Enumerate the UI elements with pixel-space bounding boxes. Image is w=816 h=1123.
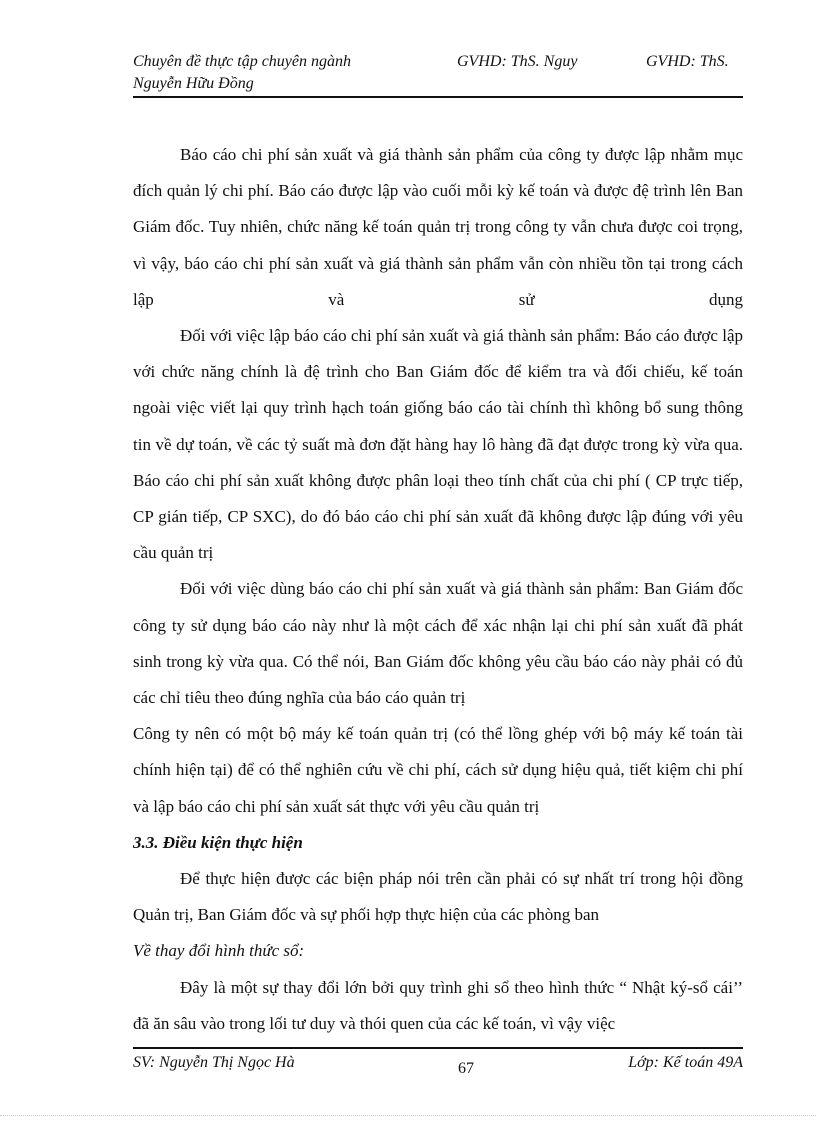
page-body [133, 137, 743, 1042]
paragraph-6: Đây là một sự thay đổi lớn bởi quy trình ghi sổ theo hình thức “ Nhật ký-sổ cái’’ đã ăn sâu vào trong lối tư duy và thói quen của các kế toán, vì vậy việc [133, 977, 743, 1033]
header-supervisor: GVHD: ThS. Nguy [457, 53, 578, 70]
header-supervisor-2: GVHD: ThS. [646, 53, 729, 70]
footer-student: SV: Nguyễn Thị Ngọc Hà [133, 1054, 295, 1071]
page-number: 67 [458, 1060, 474, 1077]
header-title: Chuyên đề thực tập chuyên ngành [133, 53, 351, 70]
paragraph-3: Đối với việc dùng báo cáo chi phí sản xuất và giá thành sản phẩm: Ban Giám đốc công ty sử dụng báo cáo này như là một cách để xác nhận lại chi phí sản xuất đã phát sinh trong kỳ vừa qua. Có thể nói, Ban Giám đốc không yêu cầu báo cáo này phải có đủ các chỉ tiêu theo đúng nghĩa của báo cáo quản trị [133, 579, 743, 708]
subsection-heading: Về thay đổi hình thức sổ: [133, 941, 305, 961]
page-footer [133, 1052, 743, 1076]
header-supervisor-name: Nguyễn Hữu Đồng [133, 75, 254, 92]
page-bottom-border [0, 1115, 816, 1116]
paragraph-4: Công ty nên có một bộ máy kế toán quản trị (có thể lồng ghép với bộ máy kế toán tài chính hiện tại) để có thể nghiên cứu về chi phí, cách sử dụng hiệu quả, tiết kiệm chi phí và lập báo cáo chi phí sản xuất sát thực với yêu cầu quản trị [133, 724, 743, 816]
paragraph-5: Để thực hiện được các biện pháp nói trên cần phải có sự nhất trí trong hội đồng Quản trị, Ban Giám đốc và sự phối hợp thực hiện của các phòng ban [133, 869, 743, 925]
footer-divider [133, 1047, 743, 1049]
paragraph-2: Đối với việc lập báo cáo chi phí sản xuất và giá thành sản phẩm: Báo cáo được lập với chức năng chính là đệ trình cho Ban Giám đốc để kiểm tra và đối chiếu, kế toán ngoài việc viết lại quy trình hạch toán giống báo cáo tài chính thì không bổ sung thông tin về dự toán, về các tỷ suất mà đơn đặt hàng hay lô hàng đã đạt được trong kỳ vừa qua. Báo cáo chi phí sản xuất không được phân loại theo tính chất của chi phí ( CP trực tiếp, CP gián tiếp, CP SXC), do đó báo cáo chi phí sản xuất đã không được lập đúng với yêu cầu quản trị [133, 326, 743, 563]
footer-class: Lớp: Kế toán 49A [628, 1054, 743, 1071]
section-heading: 3.3. Điều kiện thực hiện [133, 832, 303, 852]
page-header [133, 50, 743, 98]
header-divider [133, 96, 743, 98]
paragraph-1: Báo cáo chi phí sản xuất và giá thành sản phẩm của công ty được lập nhằm mục đích quản lý chi phí. Báo cáo được lập vào cuối mỗi kỳ kế toán và được đệ trình lên Ban Giám đốc. Tuy nhiên, chức năng kế toán quản trị trong công ty vẫn chưa được coi trọng, vì vậy, báo cáo chi phí sản xuất và giá thành sản phẩm vẫn còn nhiều tồn tại trong cách lập và sử dụng [133, 145, 743, 309]
